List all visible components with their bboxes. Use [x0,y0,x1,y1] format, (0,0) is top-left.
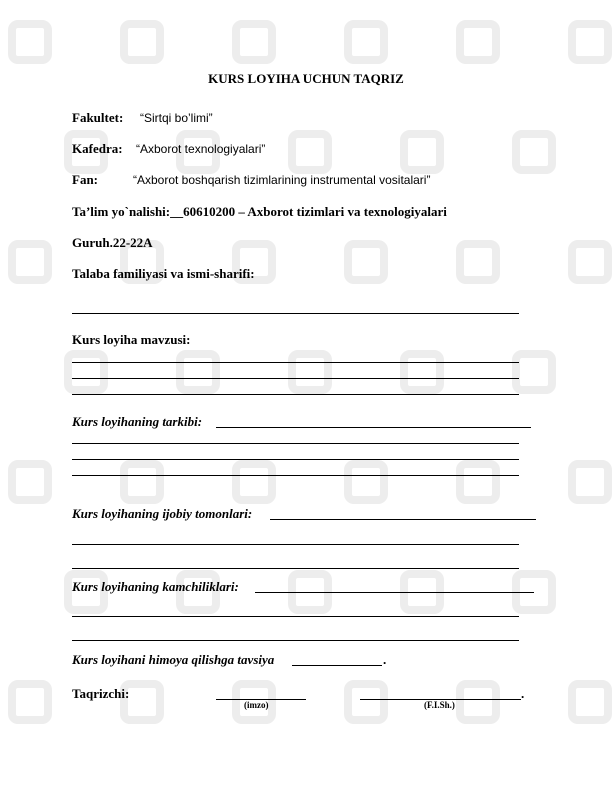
imzo-caption: (imzo) [244,700,269,710]
talim-yonalishi: Ta’lim yo`nalishi:__60610200 – Axborot tizimlari va texnologiyalari [72,204,447,219]
fakultet-value: “Sirtqi bo’limi” [140,111,213,125]
fakultet-label: Fakultet: [72,110,124,125]
fish-period: . [521,686,525,701]
ijobiy-line [72,544,519,545]
tarkibi-line [72,443,519,444]
ijobiy-line [72,568,519,569]
ijobiy-line [270,519,536,520]
fish-caption: (F.I.Sh.) [424,700,455,710]
tarkibi-line [216,427,531,428]
kamchiliklar-line [255,592,534,593]
guruh: Guruh.22-22A [72,235,153,250]
fan-value: “Axborot boshqarish tizimlarining instrumental vositalari” [133,173,431,187]
mavzu-line [72,362,519,363]
kafedra-label: Kafedra: [72,141,123,156]
tarkibi-label: Kurs loyihaning tarkibi: [72,414,203,429]
ijobiy-label: Kurs loyihaning ijobiy tomonlari: [72,506,253,521]
talaba-name-line [72,313,519,314]
taqrizchi-label: Taqrizchi: [72,686,130,701]
mavzu-line [72,378,519,379]
fan-label: Fan: [72,172,98,187]
tarkibi-line [72,459,519,460]
talaba-label: Talaba familiyasi va ismi-sharifi: [72,266,255,281]
mavzu-label: Kurs loyiha mavzusi: [72,332,191,347]
kamchiliklar-line [72,640,519,641]
kamchiliklar-line [72,616,519,617]
page-title: KURS LOYIHA UCHUN TAQRIZ [208,71,404,86]
kamchiliklar-label: Kurs loyihaning kamchiliklari: [72,579,239,594]
himoya-period: . [383,652,387,667]
mavzu-line [72,394,519,395]
kafedra-value: “Axborot texnologiyalari” [136,142,266,156]
himoya-line [292,665,382,666]
tarkibi-line [72,475,519,476]
himoya-label: Kurs loyihani himoya qilishga tavsiya [72,652,275,667]
